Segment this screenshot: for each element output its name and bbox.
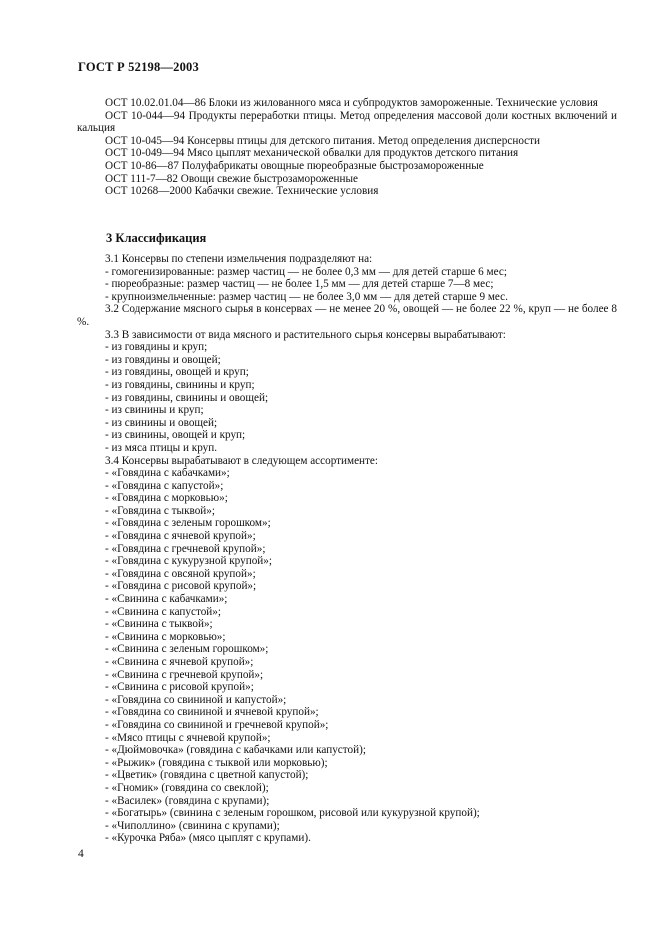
ost-reference: ОСТ 10-044—94 Продукты переработки птицы. Метод определения массовой доли костных включений и кальция xyxy=(77,109,617,135)
list-item: - «Свинина с зеленым горошком»; xyxy=(105,643,269,656)
ost-reference: ОСТ 10-049—94 Мясо цыплят механической обвалки для продуктов детского питания xyxy=(105,147,519,160)
list-item: - «Говядина с морковью»; xyxy=(105,492,228,505)
list-item: - из говядины, свинины и круп; xyxy=(105,378,255,391)
list-item: - «Свинина с морковью»; xyxy=(105,630,226,643)
list-item: - «Свинина с тыквой»; xyxy=(105,618,213,631)
list-item: - «Говядина с тыквой»; xyxy=(105,504,215,517)
ost-reference: ОСТ 111-7—82 Овощи свежие быстрозамороженные xyxy=(105,172,359,185)
list-item: - пюреобразные: размер частиц — не более 1,5 мм — для детей старше 7—8 мес; xyxy=(105,278,494,291)
list-item: - «Говядина со свининой и гречневой крупой»; xyxy=(105,718,329,731)
list-item: - «Говядина с ячневой крупой»; xyxy=(105,530,256,543)
list-item: - «Курочка Ряба» (мясо цыплят с крупами). xyxy=(105,832,311,845)
list-item: - из говядины и круп; xyxy=(105,341,208,354)
list-item: - «Свинина с капустой»; xyxy=(105,605,221,618)
ost-reference: ОСТ 10-045—94 Консервы птицы для детского питания. Метод определения дисперсности xyxy=(105,134,541,147)
list-item: - «Говядина с зеленым горошком»; xyxy=(105,517,271,530)
section-title: 3 Классификация xyxy=(106,231,207,245)
list-item: - из свинины, овощей и круп; xyxy=(105,429,246,442)
list-item: - из говядины, свинины и овощей; xyxy=(105,391,269,404)
clause-3-4: 3.4 Консервы вырабатывают в следующем ассортименте: xyxy=(105,454,379,467)
ost-reference: ОСТ 10268—2000 Кабачки свежие. Технические условия xyxy=(105,185,379,198)
list-item: - из говядины и овощей; xyxy=(105,353,221,366)
list-item: - «Свинина с гречневой крупой»; xyxy=(105,668,264,681)
ost-reference: ОСТ 10.02.01.04—86 Блоки из жилованного мяса и субпродуктов замороженные. Технические условия xyxy=(105,97,598,109)
list-item: - «Говядина с капустой»; xyxy=(105,479,224,492)
list-item: - «Свинина с ячневой крупой»; xyxy=(105,656,254,668)
list-item: - гомогенизированные: размер частиц — не более 0,3 мм — для детей старше 6 мес; xyxy=(105,265,507,278)
list-item: - «Рыжик» (говядина с тыквой или морковью); xyxy=(105,756,328,769)
list-item: - «Говядина со свининой и ячневой крупой»; xyxy=(105,706,319,719)
list-item: - «Говядина с кабачками»; xyxy=(105,467,230,480)
list-item: - из мяса птицы и круп. xyxy=(105,441,218,454)
list-item: - «Свинина с рисовой крупой»; xyxy=(105,681,254,694)
list-item: - «Свинина с кабачками»; xyxy=(105,593,228,606)
list-item: - «Богатырь» (свинина с зеленым горошком, рисовой или кукурузной крупой); xyxy=(105,807,480,820)
clause-3-2: 3.2 Содержание мясного сырья в консервах — не менее 20 %, овощей — не более 22 %, круп — не более 8 %. xyxy=(77,303,617,328)
list-item: - «Говядина с кукурузной крупой»; xyxy=(105,555,272,568)
list-item: - «Говядина с овсяной крупой»; xyxy=(105,567,256,580)
list-item: - «Гномик» (говядина со свеклой); xyxy=(105,781,269,794)
clause-3-3: 3.3 В зависимости от вида мясного и растительного сырья консервы вырабатывают: xyxy=(105,328,506,341)
classification-body xyxy=(77,253,617,845)
list-item: - «Василек» (говядина с крупами); xyxy=(105,794,270,807)
list-item: - «Цветик» (говядина с цветной капустой); xyxy=(105,769,309,782)
list-item: - из говядины, овощей и круп; xyxy=(105,366,249,379)
normative-references xyxy=(77,97,617,198)
page-number: 4 xyxy=(78,848,84,860)
document-header: ГОСТ Р 52198—2003 xyxy=(78,60,199,74)
list-item: - из свинины и круп; xyxy=(105,404,204,417)
list-item: - крупноизмельченные: размер частиц — не более 3,0 мм — для детей старше 9 мес. xyxy=(105,290,508,303)
clause-3-1: 3.1 Консервы по степени измельчения подразделяют на: xyxy=(105,253,373,265)
ost-reference: ОСТ 10-86—87 Полуфабрикаты овощные пюреобразные быстрозамороженные xyxy=(105,159,484,172)
list-item: - «Говядина со свининой и капустой»; xyxy=(105,693,287,706)
list-item: - «Дюймовочка» (говядина с кабачками или капустой); xyxy=(105,744,366,757)
list-item: - «Говядина с гречневой крупой»; xyxy=(105,542,266,555)
list-item: - «Мясо птицы с ячневой крупой»; xyxy=(105,731,271,744)
list-item: - «Чиполлино» (свинина с крупами); xyxy=(105,819,280,832)
list-item: - «Говядина с рисовой крупой»; xyxy=(105,580,257,593)
list-item: - из свинины и овощей; xyxy=(105,416,218,429)
